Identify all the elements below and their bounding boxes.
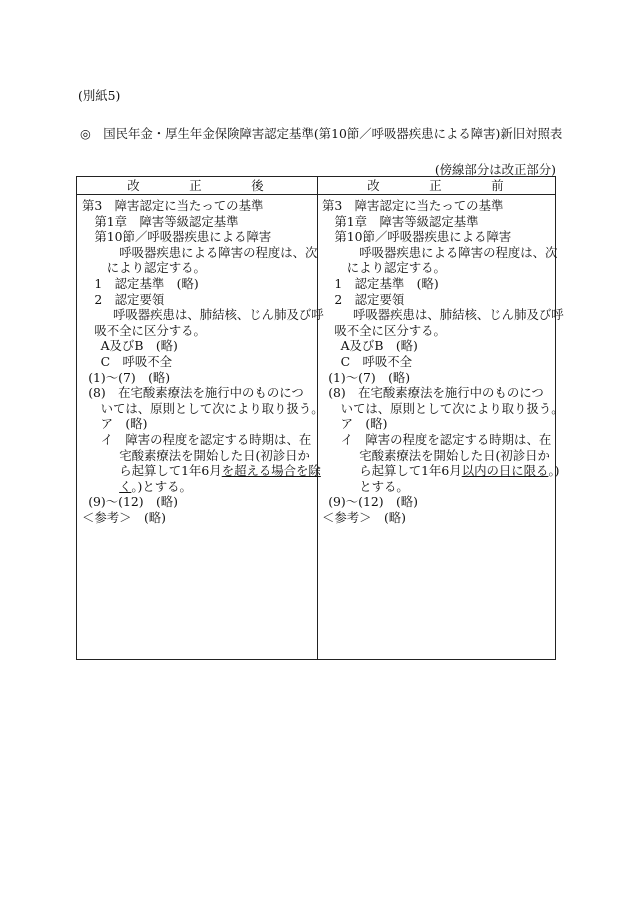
text-line [322,370,558,386]
text-line [82,198,318,214]
text-segment: とする。 [359,478,409,494]
amended-text: 以内の日に限る [461,463,549,479]
text-line [82,448,318,464]
annex-label: (別紙5) [78,88,121,103]
text-line [82,323,318,339]
text-segment: 第10節／呼吸器疾患による障害 [94,229,272,245]
text-line [322,229,558,245]
text-segment: 呼吸器疾患は、肺結核、じん肺及び呼 [113,307,324,323]
text-segment: いては、原則として次により取り扱う。 [100,400,324,416]
text-line [82,463,321,479]
text-segment: ア (略) [340,416,388,432]
text-line [82,245,318,261]
text-segment: ＜参考＞ (略) [322,509,407,525]
text-line [322,307,564,323]
header-after-revision: 改 正 後 [127,178,267,193]
text-line [82,292,318,308]
amended-text: く [119,478,132,494]
text-segment: 呼吸器疾患による障害の程度は、次 [119,244,318,260]
text-line [322,214,558,230]
text-segment: により認定する。 [106,260,206,276]
text-segment: 吸不全に区分する。 [334,322,446,338]
text-segment: いては、原則として次により取り扱う。 [340,400,564,416]
text-line [82,416,318,432]
text-segment: ＜参考＞ (略) [82,509,167,525]
amended-text: を超える場合を除 [221,463,321,479]
table-header-row [77,177,555,195]
text-segment: 1 認定基準 (略) [334,275,439,291]
text-line [322,494,558,510]
underline-note: (傍線部分は改正部分) [434,162,556,177]
text-segment: A及びB (略) [100,338,178,354]
text-segment: イ 障害の程度を認定する時期は、在 [340,431,552,447]
text-segment: ら起算して1年6月 [359,463,462,479]
text-line [82,510,318,526]
text-segment: A及びB (略) [340,338,418,354]
text-line [322,323,558,339]
text-segment: (1)～(7) (略) [328,369,411,385]
text-line [82,338,318,354]
text-line [322,432,558,448]
text-segment: 2 認定要領 [334,291,405,307]
text-line [322,276,558,292]
text-line [322,292,558,308]
text-segment: 吸不全に区分する。 [94,322,206,338]
text-segment: ア (略) [100,416,148,432]
text-segment: イ 障害の程度を認定する時期は、在 [100,431,312,447]
text-line [322,463,558,479]
text-segment: (8) 在宅酸素療法を施行中のものにつ [88,385,304,401]
text-segment: 呼吸器疾患による障害の程度は、次 [359,244,558,260]
text-line [322,245,558,261]
text-line [82,276,318,292]
text-line [322,198,558,214]
text-segment: (9)～(12) (略) [328,494,419,510]
text-line [82,214,318,230]
text-line [82,354,318,370]
text-segment: 第10節／呼吸器疾患による障害 [334,229,512,245]
text-segment: ら起算して1年6月 [119,463,222,479]
text-line [322,510,558,526]
header-before-revision: 改 正 前 [367,178,507,193]
text-segment: 。)とする。 [131,478,192,494]
column-before-revision [322,198,564,525]
text-segment: C 呼吸不全 [340,353,413,369]
text-line [82,307,324,323]
text-line [322,479,558,495]
text-segment: C 呼吸不全 [100,353,173,369]
text-segment: 2 認定要領 [94,291,165,307]
text-segment: 1 認定基準 (略) [94,275,199,291]
document-title: ◎ 国民年金・厚生年金保険障害認定基準(第10節／呼吸器疾患による障害)新旧対照表 [80,126,563,141]
text-line [82,229,318,245]
text-segment: (1)～(7) (略) [88,369,171,385]
text-line [82,370,318,386]
text-line [82,494,318,510]
column-after-revision [82,198,324,525]
text-line [82,400,324,417]
text-line [322,448,558,464]
comparison-table [76,176,564,660]
text-line [322,354,558,370]
text-line [322,260,558,276]
text-line [322,385,558,401]
text-segment: 。) [548,463,560,479]
text-segment: 第1章 障害等級認定基準 [334,213,479,229]
text-line [322,400,564,417]
text-line [322,338,558,354]
text-line [82,432,318,448]
text-segment: 呼吸器疾患は、肺結核、じん肺及び呼 [353,307,564,323]
text-segment: 宅酸素療法を開始した日(初診日か [119,447,310,463]
text-segment: 第3 障害認定に当たっての基準 [322,198,504,213]
text-line [82,479,318,495]
text-line [322,416,558,432]
text-segment: 宅酸素療法を開始した日(初診日か [359,447,550,463]
text-segment: 第3 障害認定に当たっての基準 [82,198,264,213]
text-segment: (9)～(12) (略) [88,494,179,510]
text-segment: 第1章 障害等級認定基準 [94,213,239,229]
text-line [82,385,318,401]
text-segment: (8) 在宅酸素療法を施行中のものにつ [328,385,544,401]
text-line [82,260,318,276]
text-segment: により認定する。 [346,260,446,276]
